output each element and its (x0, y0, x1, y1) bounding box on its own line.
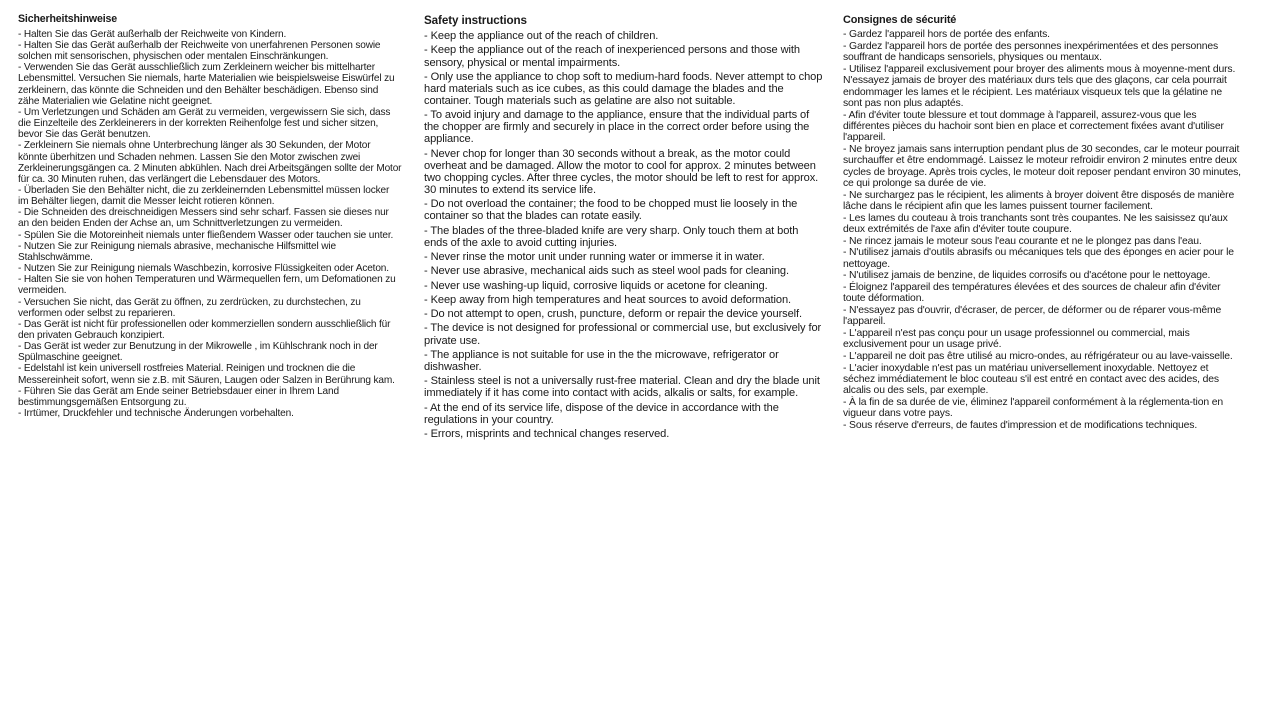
french-item-list (843, 29, 1243, 431)
safety-item-de: - Nutzen Sie zur Reinigung niemals abrasive, mechanische Hilfsmittel wie Stahlschwämme. (18, 240, 336, 263)
safety-item-en: - To avoid injury and damage to the appliance, ensure that the individual parts of the chopper are firmly and securely in place in the correct order before using the appliance. (424, 109, 810, 146)
safety-item-en: - The device is not designed for professional or commercial use, but exclusively for private use. (424, 322, 822, 347)
safety-item-en: - Errors, misprints and technical changes reserved. (424, 427, 670, 440)
safety-item-en: - Do not overload the container; the food to be chopped must lie loosely in the container so that the blades can rotate easily. (424, 198, 798, 223)
safety-item-de: - Um Verletzungen und Schäden am Gerät zu vermeiden, vergewissern Sie sich, dass die Einzelteile des Zerkleinerers in der korrekten Reihenfolge fest und sicher sitzen, bevor Sie das Gerät benutzen. (18, 106, 391, 141)
safety-item-de: - Die Schneiden des dreischneidigen Messers sind sehr scharf. Fassen sie dieses nur an den beiden Enden der Achse an, um Schnittverletzungen zu vermeiden. (18, 207, 389, 230)
safety-item-en: - Keep the appliance out of the reach of inexperienced persons and those with sensory, physical or mental impairments. (424, 44, 800, 69)
safety-item-de: - Führen Sie das Gerät am Ende seiner Betriebsdauer einer in Ihrem Land bestimmungsgemäßen Entsorgung zu. (18, 385, 339, 408)
safety-item-de: - Nutzen Sie zur Reinigung niemals Waschbezin, korrosive Flüssigkeiten oder Aceton. (18, 263, 389, 275)
french-heading: Consignes de sécurité (843, 14, 957, 26)
french-column (843, 13, 1243, 432)
safety-item-fr: - Les lames du couteau à trois tranchants sont très coupantes. Ne les saisissez qu'aux deux extrémités de l'axe afin d'éviter toute coupure. (843, 212, 1228, 236)
safety-item-en: - Keep the appliance out of the reach of children. (424, 30, 659, 43)
safety-item-de: - Das Gerät ist nicht für professionellen oder kommerziellen sondern ausschließlich für den privaten Gebrauch konzipiert. (18, 318, 391, 341)
safety-item-en: - At the end of its service life, dispose of the device in accordance with the regulations in your country. (424, 401, 779, 426)
safety-item-de: - Versuchen Sie nicht, das Gerät zu öffnen, zu zerdrücken, zu durchstechen, zu verformen oder selbst zu reparieren. (18, 296, 361, 319)
safety-item-fr: - Gardez l'appareil hors de portée des enfants. (843, 29, 1050, 41)
safety-item-en: - Only use the appliance to chop soft to medium-hard foods. Never attempt to chop hard materials such as ice cubes, as this could damage the blades and the container. Tough materials such as gelatine are also not suitable. (424, 70, 823, 107)
safety-item-fr: - À la fin de sa durée de vie, éliminez l'appareil conformément à la réglementa-tion en vigueur dans votre pays. (843, 397, 1223, 420)
safety-item-fr: - Ne rincez jamais le moteur sous l'eau courante et ne le plongez pas dans l'eau. (843, 235, 1202, 247)
safety-item-de: - Halten Sie sie von hohen Temperaturen und Wärmequellen fern, um Defomationen zu vermeiden. (18, 274, 396, 297)
safety-item-en: - Never rinse the motor unit under running water or immerse it in water. (424, 251, 765, 264)
safety-item-de: - Das Gerät ist weder zur Benutzung in der Mikrowelle , im Kühlschrank noch in der Spülmaschine geeignet. (18, 341, 378, 364)
safety-item-fr: - N'utilisez jamais d'outils abrasifs ou mécaniques tels que des éponges en acier pour le nettoyage. (843, 247, 1234, 270)
german-column (18, 13, 402, 419)
safety-item-fr: - Sous réserve d'erreurs, de fautes d'impression et de modifications techniques. (843, 420, 1198, 432)
safety-item-fr: - Ne broyez jamais sans interruption pendant plus de 30 secondes, car le moteur pourrait surchauffer et être endommagé. Laissez le moteur refroidir environ 2 minutes entre deux cycles de broyage. Après trois cycles, le moteur doit reposer pendant environ 30 minutes, ce qui prolonge sa durée de vie. (843, 144, 1241, 190)
safety-item-de: - Verwenden Sie das Gerät ausschließlich zum Zerkleinern weicher bis mittelharter Lebensmittel. Versuchen Sie niemals, harte Materialien wie beispielsweise Eiswürfel zu zerkleinern, das könnte die Schneiden und den Behälter beschädigen. Ebenso sind zähe Materialien wie Gelatine nicht geeignet. (18, 62, 395, 107)
german-heading: Sicherheitshinweise (18, 13, 118, 25)
safety-item-en: - The blades of the three-bladed knife are very sharp. Only touch them at both ends of the axle to avoid cutting injuries. (424, 224, 799, 249)
english-heading: Safety instructions (424, 14, 527, 27)
safety-item-de: - Irrtümer, Druckfehler und technische Änderungen vorbehalten. (18, 408, 294, 420)
safety-item-fr: - Afin d'éviter toute blessure et tout dommage à l'appareil, assurez-vous que les différentes pièces du hachoir sont bien en place et correctement fixées avant d'utiliser l'appareil. (843, 109, 1224, 144)
safety-item-en: - Never chop for longer than 30 seconds without a break, as the motor could overheat and be damaged. Allow the motor to cool for approx. 2 minutes between two chopping cycles. After three cycles, the motor should be left to rest for approx. 30 minutes to extend its service life. (424, 147, 819, 197)
safety-item-fr: - Ne surchargez pas le récipient, les aliments à broyer doivent être disposés de manière lâche dans le récipient afin que les lames puissent tourner facilement. (843, 189, 1235, 213)
safety-item-fr: - L'appareil ne doit pas être utilisé au micro-ondes, au réfrigérateur ou au lave-vaisselle. (843, 351, 1233, 363)
safety-item-fr: - N'utilisez jamais de benzine, de liquides corrosifs ou d'acétone pour le nettoyage. (843, 270, 1211, 282)
safety-item-en: - The appliance is not suitable for use in the the microwave, refrigerator or dishwasher. (424, 348, 779, 373)
safety-item-de: - Halten Sie das Gerät außerhalb der Reichweite von unerfahrenen Personen sowie solchen mit sensorischen, physischen oder mentalen Einschränkungen. (18, 39, 381, 63)
safety-item-de: - Edelstahl ist kein universell rostfreies Material. Reinigen und trocknen die die Messereinheit sofort, wenn sie z.B. mit Säuren, Laugen oder Salzen in Berührung kam. (18, 363, 395, 386)
safety-item-fr: - Éloignez l'appareil des températures élevées et des sources de chaleur afin d'éviter toute déformation. (843, 282, 1221, 305)
english-item-list (424, 30, 824, 440)
english-column (424, 13, 824, 442)
safety-item-fr: - L'appareil n'est pas conçu pour un usage professionnel ou commercial, mais exclusivement pour un usage privé. (843, 328, 1190, 351)
safety-item-en: - Do not attempt to open, crush, puncture, deform or repair the device yourself. (424, 308, 803, 321)
safety-item-en: - Never use abrasive, mechanical aids such as steel wool pads for cleaning. (424, 265, 789, 278)
safety-item-fr: - Gardez l'appareil hors de portée des personnes inexpérimentées et des personnes souffrant de handicaps sensoriels, physiques ou mentaux. (843, 40, 1219, 64)
safety-item-fr: - N'essayez pas d'ouvrir, d'écraser, de percer, de déformer ou de réparer vous-même l'appareil. (843, 305, 1222, 328)
safety-item-de: - Spülen Sie die Motoreinheit niemals unter fließendem Wasser oder tauchen sie unter. (18, 229, 394, 241)
safety-item-de: - Halten Sie das Gerät außerhalb der Reichweite von Kindern. (18, 28, 287, 40)
german-item-list (18, 29, 402, 419)
safety-item-en: - Stainless steel is not a universally rust-free material. Clean and dry the blade unit immediately if it has come into contact with acids, alkalis or salts, for example. (424, 375, 820, 400)
safety-item-fr: - L'acier inoxydable n'est pas un matériau universellement inoxydable. Nettoyez et séchez immédiatement le bloc couteau s'il est entré en contact avec des acides, des alcalis ou des sels, par exemple. (843, 362, 1219, 397)
safety-item-de: - Zerkleinern Sie niemals ohne Unterbrechung länger als 30 Sekunden, der Motor könnte überhitzen und Schaden nehmen. Lassen Sie den Motor zwischen zwei Zerkleinerungsgängen ca. 2 Minuten abkühlen. Nach drei Arbeitsgängen sollte der Motor für ca. 30 Minuten ruhen, das verlängert die Lebensdauer des Motors. (18, 140, 402, 185)
safety-item-fr: - Utilisez l'appareil exclusivement pour broyer des aliments mous à moyenne-ment durs. N'essayez jamais de broyer des matériaux durs tels que des glaçons, car cela pourrait endommager les lames et le récipient. Les matériaux visqueux tels que la gélatine ne sont pas non plus adaptés. (843, 63, 1236, 110)
safety-item-en: - Keep away from high temperatures and heat sources to avoid deformation. (424, 293, 792, 306)
safety-item-de: - Überladen Sie den Behälter nicht, die zu zerkleinernden Lebensmittel müssen locker im Behälter liegen, damit die Messer leicht rotieren können. (18, 184, 390, 208)
safety-item-en: - Never use washing-up liquid, corrosive liquids or acetone for cleaning. (424, 279, 768, 292)
